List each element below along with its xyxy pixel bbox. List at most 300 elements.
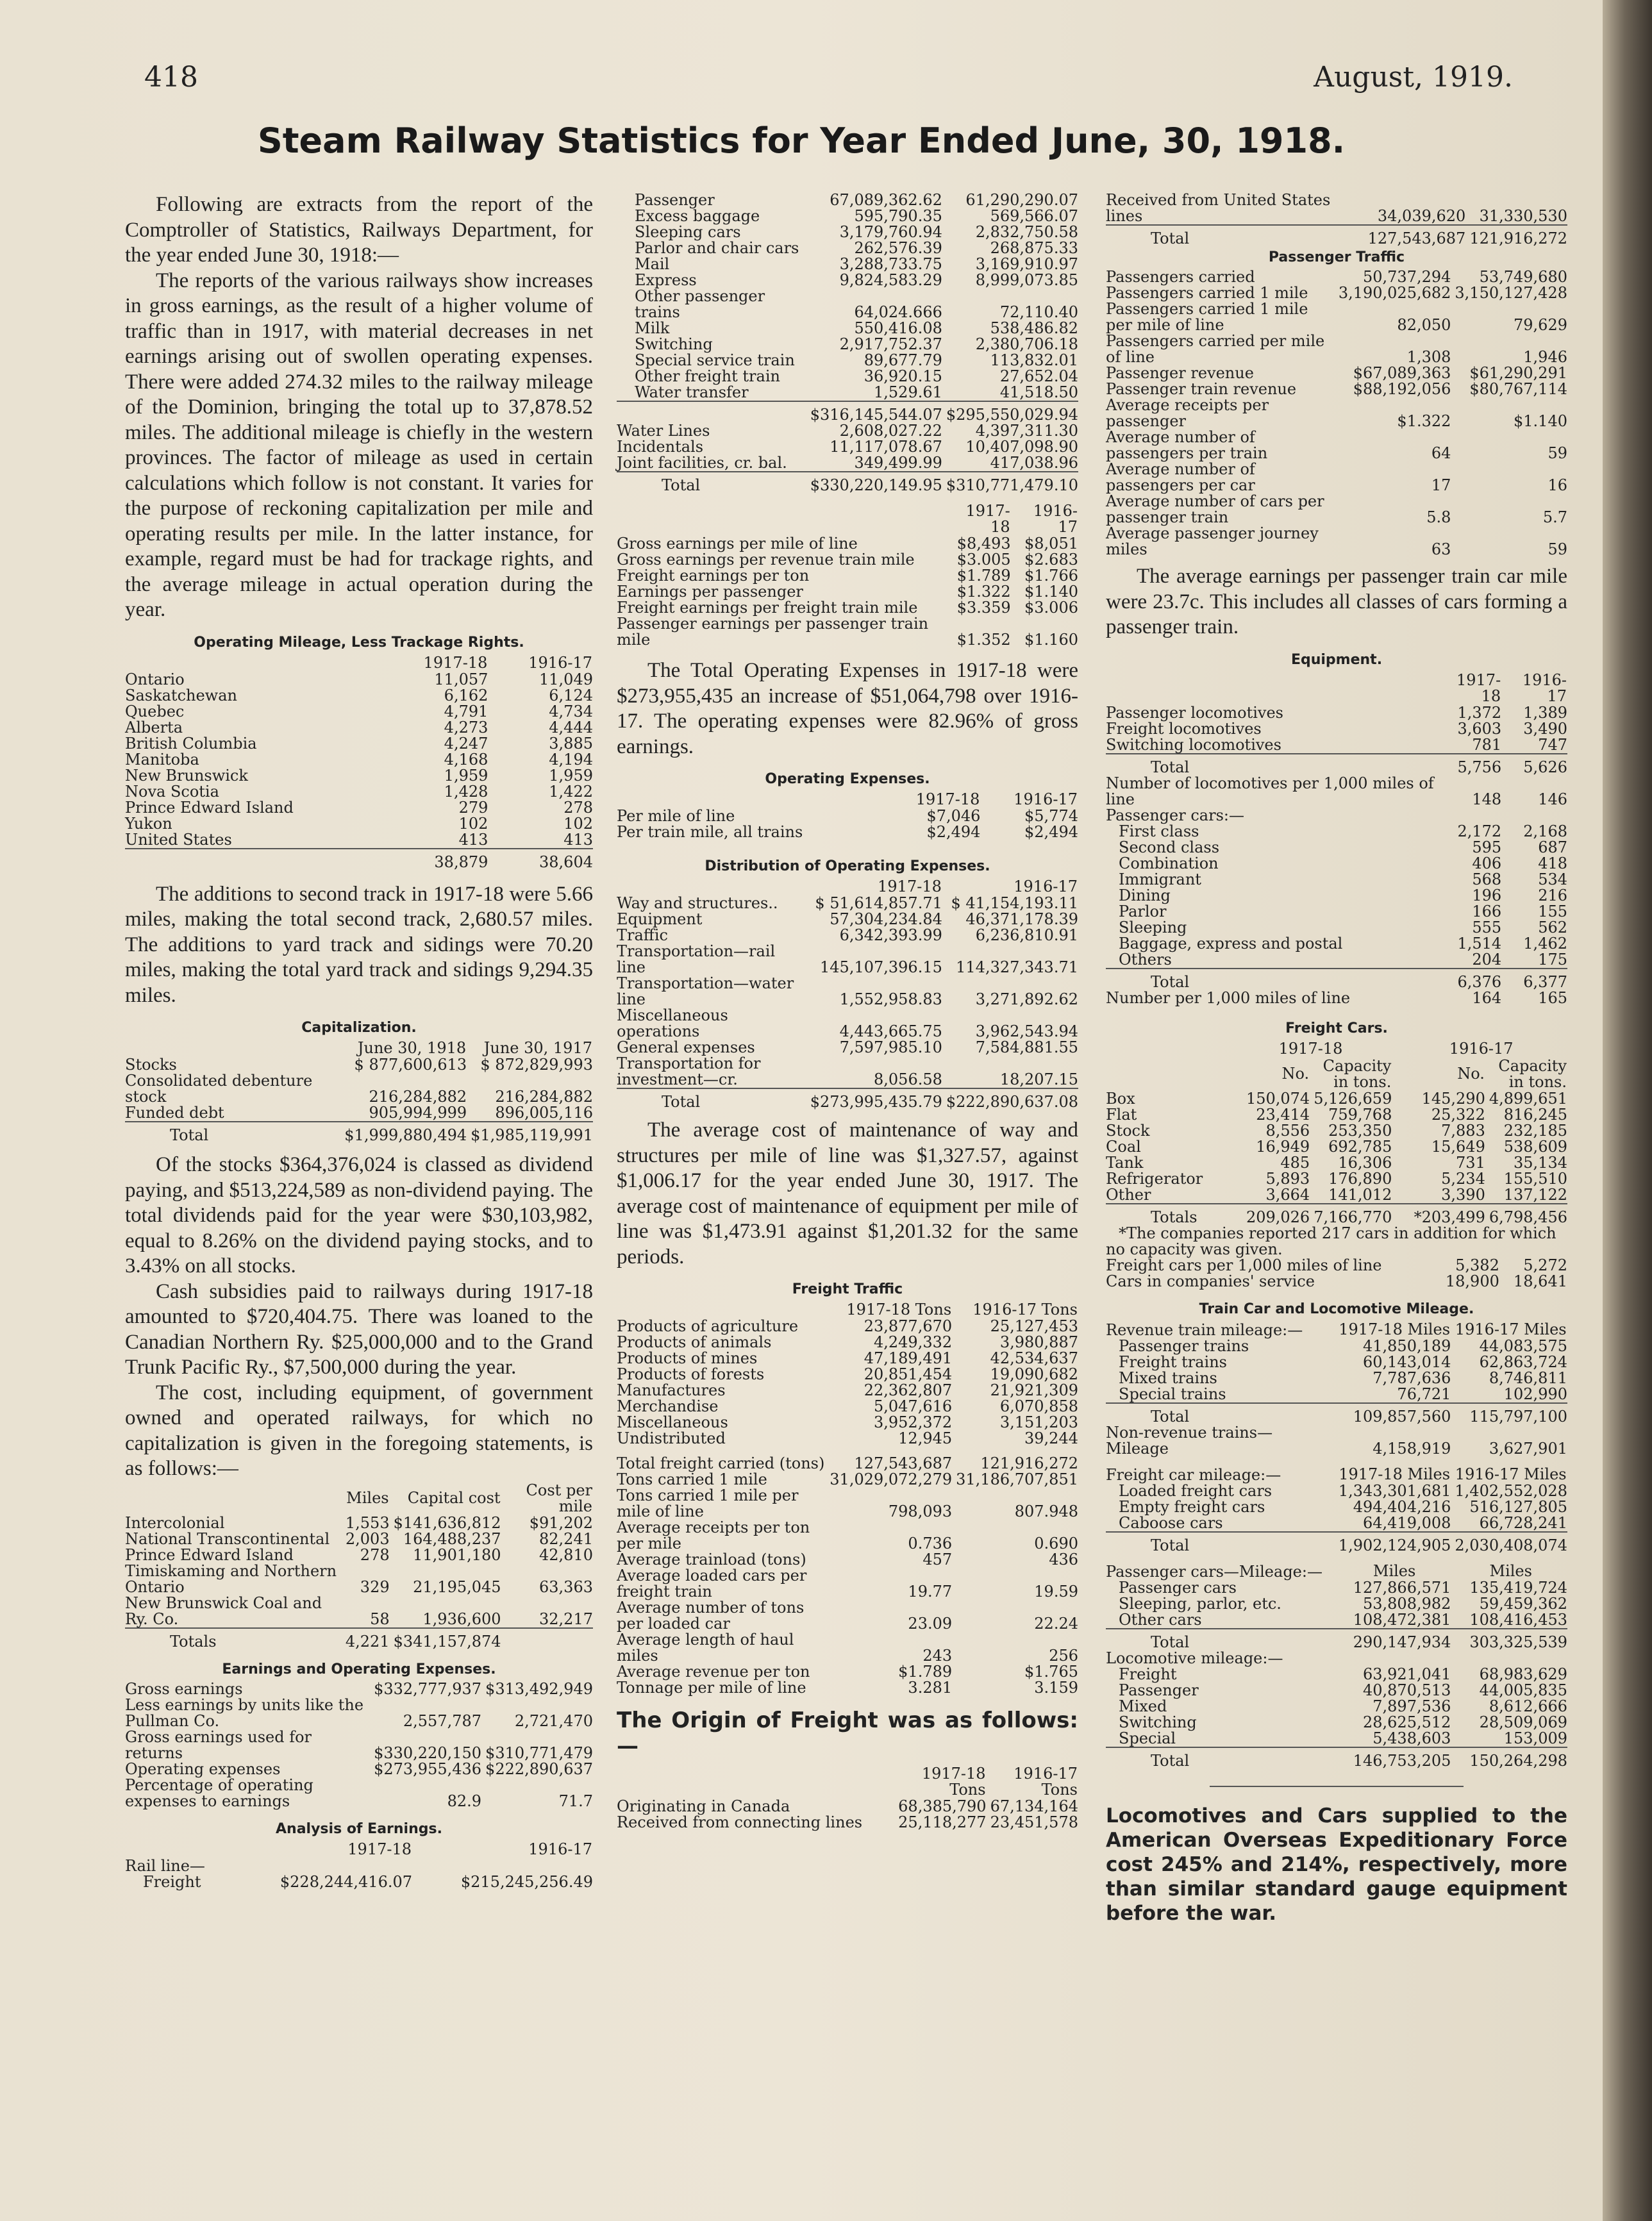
row-label: Products of animals [617, 1333, 772, 1351]
row-value: 114,327,343.71 [956, 958, 1078, 976]
row-value: 7,787,636 [1372, 1368, 1451, 1387]
row-value: 1,422 [549, 782, 593, 801]
row-value: 4,734 [549, 702, 593, 720]
row-value: 2,721,470 [514, 1711, 593, 1730]
row-value: 16,949 [1256, 1137, 1310, 1156]
row-value: 3,962,543.94 [975, 1022, 1078, 1040]
row-value: 1,552,958.83 [839, 990, 942, 1008]
capitalization-table: June 30, 1918 June 30, 1917 Stocks $ 877,600,613 $ 872,829,993 Consolidated debenture stock 216,284,882 216,284,882 Funded debt 905,994,999 896,005,116 Total $1,999,880,494 $1,985,119,991 [125, 1039, 593, 1144]
table-row [1106, 1667, 1567, 1683]
table-row [617, 1008, 1078, 1040]
freight-traffic-table: 1917-18 Tons 1916-17 Tons Products of agriculture 23,877,670 25,127,453 Products of animals 4,249,332 3,980,887 Products of mines 47,189,491 42,534,637 Products of forests 20,851,454 19,090,682 Manufactures 22,362,807 21,921,309 Merchandise 5,047,616 6,070,858 Miscellaneous 3,952,372 3,151,203 Undistributed 12,945 39,244 Total freight carried (tons) 127,543,687 121,916,272 Tons carried 1 mile 31,029,072,279 31,186,707,851 Tons carried 1 mile per mile of line 798,093 807.948 Average receipts per ton per mile 0.736 0.690 Average trainload (tons) 457 436 Average loaded cars per freight train 19.77 19.59 Average number of tons per loaded car 23.09 22.24 Average length of haul miles 243 256 Average revenue per ton $1.789 $1.765 Tonnage per mile of line 3.281 3.159 [617, 1301, 1078, 1697]
row-label: Cars in companies' service [1106, 1272, 1315, 1290]
row-value: 67,089,362.62 [830, 191, 942, 209]
row-label: Box [1106, 1089, 1135, 1108]
row-label: Refrigerator [1106, 1169, 1203, 1188]
row-value: $88,192,056 [1353, 380, 1451, 398]
row-value: $7,046 [926, 807, 981, 825]
row-value: 39,244 [1024, 1429, 1078, 1447]
row-label: Mixed trains [1119, 1368, 1217, 1387]
row-value: 58 [370, 1610, 390, 1628]
table-row [125, 1697, 593, 1729]
subsidies-paragraph: Cash subsidies paid to railways during 1917-18 amounted to $720,404.75. There was loaned to the Canadian Northern Ry. $25,000,000 and to the Grand Trunk Pacific Ry., $7,500,000 during the year. [125, 1279, 593, 1379]
row-label: Average number of cars per passenger train [1106, 492, 1324, 526]
table-row [617, 320, 1078, 337]
row-label: Immigrant [1119, 870, 1201, 888]
row-value: 7,883 [1441, 1121, 1485, 1140]
table-row [1106, 840, 1567, 856]
row-label: British Columbia [125, 734, 257, 753]
row-value: 175 [1538, 950, 1567, 969]
table-row [1106, 721, 1567, 737]
row-value: 121,916,272 [980, 1454, 1078, 1472]
row-value: 243 [922, 1647, 953, 1665]
row-value: 25,118,277 [898, 1813, 987, 1831]
row-label: Average receipts per ton per mile [617, 1518, 810, 1552]
table-row [617, 288, 1078, 320]
row-value: 569,566.07 [990, 207, 1078, 225]
row-value: 905,994,999 [369, 1104, 467, 1122]
row-value: $ 872,829,993 [480, 1056, 593, 1074]
row-value: 3,603 [1457, 719, 1502, 738]
row-value: 79,629 [1514, 316, 1567, 334]
row-label: Undistributed [617, 1429, 726, 1447]
row-label: Mail [635, 255, 670, 273]
row-value: 3,179,760.94 [839, 223, 942, 241]
row-value: 150,074 [1246, 1089, 1310, 1108]
row-label: Sleeping cars [635, 223, 741, 241]
row-value: 747 [1538, 735, 1567, 754]
row-label: Quebec [125, 702, 185, 720]
row-label: Received from United States lines [1106, 191, 1331, 225]
table-row [617, 353, 1078, 369]
row-label: Average passenger journey miles [1106, 524, 1319, 558]
table-row [1106, 737, 1567, 754]
row-value: 4,397,311.30 [975, 422, 1078, 440]
row-label: Stock [1106, 1121, 1150, 1140]
row-value: 68,983,629 [1479, 1665, 1567, 1683]
row-label: Passenger earnings per passenger train mile [617, 615, 929, 649]
row-value: $1.789 [956, 567, 1011, 585]
row-value: 516,127,805 [1469, 1497, 1567, 1516]
row-value: $332,777,937 [374, 1679, 482, 1698]
row-label: Merchandise [617, 1397, 719, 1415]
table-row [617, 568, 1078, 584]
row-value: 555 [1472, 918, 1502, 936]
analysis-table-cont: Passenger 67,089,362.62 61,290,290.07 Excess baggage 595,790.35 569,566.07 Sleeping cars 3,179,760.94 2,832,750.58 Parlor and chair cars 262,576.39 268,875.33 Mail 3,288,733.75 3,169,910.97 Express 9,824,583.29 8,999,073.85 Other passenger trains 64,024.666 72,110.40 Milk 550,416.08 538,486.82 Switching 2,917,752.37 2,380,706.18 Special service train 89,677.79 113,832.01 Other freight train 36,920.15 27,652.04 Water transfer 1,529.61 41,518.50 $316,145,544.07 $295,550,029.94 Water Lines 2,608,027.22 4,397,311.30 Incidentals 11,117,078.67 10,407,098.90 Joint facilities, cr. bal. 349,499.99 417,038.96 Total $330,220,149.95 $310,771,479.10 [617, 191, 1078, 494]
row-label: Coal [1106, 1137, 1141, 1156]
table-row [1106, 1338, 1567, 1354]
row-value: 44,083,575 [1479, 1336, 1567, 1355]
row-label: Sleeping, parlor, etc. [1119, 1594, 1281, 1613]
row-value: 102 [563, 814, 593, 833]
row-label: Freight locomotives [1106, 719, 1262, 738]
row-label: Incidentals [617, 438, 704, 456]
row-value: 1,462 [1523, 934, 1567, 952]
table-row [1106, 192, 1567, 225]
table-row [617, 1600, 1078, 1632]
row-value: $1.322 [1397, 412, 1451, 430]
closing-divider [1210, 1786, 1464, 1787]
row-label: Water transfer [635, 383, 749, 401]
passenger-traffic-table [1106, 269, 1567, 558]
row-value: 2,832,750.58 [975, 223, 1078, 241]
row-value: 5,126,659 [1314, 1089, 1392, 1108]
row-value: $2,494 [926, 823, 981, 841]
row-label: Transportation—rail line [617, 942, 776, 976]
table-row [1106, 952, 1567, 969]
table-row [617, 1488, 1078, 1520]
row-label: Stocks [125, 1056, 177, 1074]
table-row [1106, 856, 1567, 872]
row-value: 692,785 [1328, 1137, 1392, 1156]
table-row [1106, 920, 1567, 936]
row-value: 781 [1472, 735, 1502, 754]
table-row [617, 808, 1078, 824]
row-value: 40,870,513 [1362, 1681, 1451, 1699]
table-row [617, 1431, 1078, 1447]
row-label: Timiskaming and Northern Ontario [125, 1561, 337, 1596]
table-row [617, 976, 1078, 1008]
row-value: 5,893 [1265, 1169, 1310, 1188]
row-value: 2,168 [1523, 822, 1567, 840]
row-value: 798,093 [888, 1502, 953, 1520]
row-value: 4,168 [444, 750, 488, 769]
table-row [125, 736, 593, 752]
table-row [617, 1040, 1078, 1056]
row-value: 64,024.666 [854, 303, 942, 321]
row-value: 63,363 [539, 1577, 593, 1596]
row-value: 28,625,512 [1362, 1713, 1451, 1731]
table-row [125, 1057, 593, 1073]
table-row [617, 256, 1078, 272]
row-label: Less earnings by units like the Pullman Co. [125, 1695, 364, 1730]
freight-cars-title: Freight Cars. [1285, 1020, 1388, 1036]
row-value: 18,207.15 [999, 1070, 1078, 1088]
row-value: 418 [1538, 854, 1567, 872]
row-label: Manufactures [617, 1381, 726, 1399]
table-row [617, 208, 1078, 224]
row-label: Passenger cars [1119, 1578, 1237, 1597]
row-value: 216,284,882 [495, 1088, 593, 1106]
row-label: Transportation for investment—cr. [617, 1054, 761, 1088]
table-row [617, 1415, 1078, 1431]
row-value: 23,877,670 [864, 1317, 953, 1335]
column-3 [1106, 192, 1567, 1926]
table-row [1106, 381, 1567, 397]
row-value: 216,284,882 [369, 1088, 467, 1106]
row-label: Passengers carried 1 mile per mile of line [1106, 300, 1308, 334]
stocks-paragraph: Of the stocks $364,376,024 is classed as dividend paying, and $513,224,589 as non-dividend paying. The total dividends paid for the year were $30,103,982, equal to 8.26% on the dividend paying stocks, and to 3.43% on all stocks. [125, 1153, 593, 1277]
table-row [617, 1552, 1078, 1568]
row-value: 349,499.99 [854, 454, 942, 472]
row-value: 141,012 [1328, 1185, 1392, 1204]
row-value: 34,039,620 [1377, 207, 1466, 225]
row-value: 35,134 [1514, 1153, 1567, 1172]
row-value: 4,249,332 [873, 1333, 953, 1351]
row-value: 11,057 [434, 670, 488, 688]
row-value: 89,677.79 [864, 351, 942, 369]
table-row [1106, 1715, 1567, 1731]
row-value: 63,921,041 [1362, 1665, 1451, 1683]
row-value: 7,597,985.10 [839, 1038, 942, 1056]
row-value: 164,488,237 [403, 1529, 501, 1548]
row-value: 27,652.04 [999, 367, 1078, 385]
table-row [125, 704, 593, 720]
row-value: 66,728,241 [1479, 1513, 1567, 1532]
row-label: Passenger trains [1119, 1336, 1249, 1355]
row-value: 417,038.96 [990, 454, 1078, 472]
row-value: $3.359 [956, 599, 1011, 617]
row-value: 76,721 [1397, 1385, 1451, 1403]
table-row [1106, 526, 1567, 558]
row-label: Average number of tons per loaded car [617, 1599, 805, 1633]
row-value: 68,385,790 [898, 1797, 987, 1815]
table-row [125, 1761, 593, 1777]
table-row [125, 1073, 593, 1105]
row-label: Passenger locomotives [1106, 703, 1283, 722]
column-2 [617, 192, 1078, 1831]
row-value: 28,509,069 [1479, 1713, 1567, 1731]
row-label: Passengers carried [1106, 268, 1255, 286]
row-value: 5,438,603 [1372, 1729, 1451, 1747]
table-row [125, 832, 593, 849]
capitalization-title: Capitalization. [301, 1020, 417, 1036]
row-value: $80,767,114 [1469, 380, 1567, 398]
train-mileage-title: Train Car and Locomotive Mileage. [1199, 1301, 1474, 1317]
row-label: Freight [1119, 1665, 1177, 1683]
origin-table: 1917-18 Tons 1916-17 Tons Originating in Canada 68,385,790 67,134,164 Received from connecting lines 25,118,277 23,451,578 [617, 1765, 1078, 1831]
row-value: 216 [1538, 886, 1567, 904]
row-value: 166 [1472, 902, 1502, 920]
table-row [617, 369, 1078, 385]
row-label: Prince Edward Island [125, 1545, 294, 1564]
row-label: Tank [1106, 1153, 1144, 1172]
row-value: 82.9 [447, 1792, 482, 1810]
table-row [1106, 285, 1567, 301]
table-row [125, 1777, 593, 1809]
row-value: 71.7 [558, 1792, 593, 1810]
row-value: 406 [1472, 854, 1502, 872]
table-row [617, 1383, 1078, 1399]
row-value: 2,608,027.22 [839, 422, 942, 440]
row-value: 6,124 [549, 686, 593, 704]
row-value: 31,029,072,279 [830, 1470, 953, 1488]
table-row [125, 1595, 593, 1628]
row-value: 5.8 [1426, 508, 1451, 526]
row-value: 253,350 [1328, 1121, 1392, 1140]
row-value: 7,584,881.55 [975, 1038, 1078, 1056]
row-label: Intercolonial [125, 1513, 225, 1532]
origin-table-cont: Received from United States lines 34,039,620 31,330,530 Total 127,543,687 121,916,272 [1106, 191, 1567, 247]
table-row [1106, 1258, 1567, 1274]
mileage-table: 1917-18 1916-17 Ontario 11,057 11,049 Saskatchewan 6,162 6,124 Quebec 4,791 4,734 Alberta 4,273 4,444 British Columbia 4,247 3,885 Manitoba 4,168 4,194 New Brunswick 1,959 1,959 Nova Scotia 1,428 1,422 Prince Edward Island 279 278 Yukon 102 102 United States 413 413 38,879 38,604 [125, 653, 593, 871]
row-value: 19.59 [1034, 1583, 1078, 1601]
row-value: 15,649 [1431, 1137, 1485, 1156]
row-label: Average length of haul miles [617, 1631, 794, 1665]
row-label: Tonnage per mile of line [617, 1679, 806, 1697]
origin-paragraph: The Origin of Freight was as follows:— [617, 1708, 1078, 1759]
table-row [1106, 1274, 1567, 1290]
table-row [617, 455, 1078, 472]
row-value: 12,945 [898, 1429, 953, 1447]
row-label: Passengers carried per mile of line [1106, 332, 1325, 366]
row-value: 2,172 [1457, 822, 1502, 840]
row-value: $313,492,949 [485, 1679, 593, 1698]
row-label: Caboose cars [1119, 1513, 1223, 1532]
row-value: 42,810 [539, 1545, 593, 1564]
row-value: $1.352 [956, 631, 1011, 649]
row-value: 44,005,835 [1479, 1681, 1567, 1699]
row-value: $273,955,436 [374, 1759, 482, 1778]
row-value: $8,493 [956, 535, 1011, 553]
row-label: Empty freight cars [1119, 1497, 1265, 1516]
row-value: $2,494 [1024, 823, 1078, 841]
row-value: 1,308 [1406, 348, 1451, 366]
row-value: 5.7 [1542, 508, 1567, 526]
row-value: 413 [563, 830, 593, 849]
row-value: 3,150,127,428 [1455, 284, 1567, 302]
row-label: Gross earnings [125, 1679, 243, 1698]
table-row [617, 224, 1078, 240]
row-value: 42,534,637 [990, 1349, 1078, 1367]
row-value: 41,850,189 [1362, 1336, 1451, 1355]
table-row [617, 240, 1078, 256]
row-value: 25,127,453 [990, 1317, 1078, 1335]
row-value: 413 [458, 830, 488, 849]
row-value: 1,529.61 [874, 383, 942, 401]
row-value: 137,122 [1503, 1185, 1567, 1204]
table-row [617, 616, 1078, 648]
row-value: 816,245 [1503, 1105, 1567, 1124]
table-row [1106, 1171, 1567, 1187]
row-label: Sleeping [1119, 918, 1187, 936]
row-value: $1.322 [956, 583, 1011, 601]
table-row [125, 1729, 593, 1761]
row-value: 562 [1538, 918, 1567, 936]
table-row [125, 1531, 593, 1547]
table-row [1106, 494, 1567, 526]
row-label: General expenses [617, 1038, 755, 1056]
row-value: 3.159 [1034, 1679, 1078, 1697]
distribution-table: 1917-18 1916-17 Way and structures.. $ 51,614,857.71 $ 41,154,193.11 Equipment 57,304,234.84 46,371,178.39 Traffic 6,342,393.99 6,236,810.91 Transportation—rail line 145,107,396.15 114,327,343.71 Transportation—water line 1,552,958.83 3,271,892.62 Miscellaneous operations 4,443,665.75 3,962,543.94 General expenses 7,597,985.10 7,584,881.55 Transportation for investment—cr. 8,056.58 18,207.15 Total $273,995,435.79 $222,890,637.08 [617, 878, 1078, 1111]
row-value: $222,890,637 [485, 1759, 593, 1778]
row-value: 25,322 [1431, 1105, 1485, 1124]
table-row [1106, 824, 1567, 840]
row-value: 6,070,858 [999, 1397, 1078, 1415]
row-value: 23,451,578 [990, 1813, 1078, 1831]
row-value: $1.789 [898, 1663, 953, 1681]
table-row [125, 816, 593, 832]
table-row [617, 824, 1078, 840]
row-label: Funded debt [125, 1104, 224, 1122]
row-label: Miscellaneous [617, 1413, 728, 1431]
row-value: 155,510 [1503, 1169, 1567, 1188]
table-row [617, 439, 1078, 455]
row-value: 3,190,025,682 [1338, 284, 1451, 302]
table-row [617, 1632, 1078, 1664]
row-label: Ontario [125, 670, 185, 688]
row-value: 3,169,910.97 [975, 255, 1078, 273]
table-row [1106, 1139, 1567, 1155]
table-row [1106, 1354, 1567, 1370]
row-label: Flat [1106, 1105, 1137, 1124]
row-label: Milk [635, 319, 670, 337]
row-value: 72,110.40 [999, 303, 1078, 321]
row-value: 3,490 [1523, 719, 1567, 738]
table-row [617, 1399, 1078, 1415]
table-row [617, 272, 1078, 288]
row-label: Parlor [1119, 902, 1167, 920]
freight-cars-table: 1917-18 1916-17 No. Capacity in tons. No. Capacity in tons. Box 150,074 5,126,659 145,290 4,899,651 Flat 23,414 759,768 25,322 816,245 Stock 8,556 253,350 7,883 232,185 Coal 16,949 692,785 15,649 538,609 Tank 485 16,306 731 35,134 Refrigerator 5,893 176,890 5,234 155,510 Other 3,664 141,012 3,390 137,122 Totals 209,026 7,166,770 *203,499 6,798,456 *The companies reported 217 cars in addition for which no capacity was given. [1106, 1039, 1567, 1258]
row-value: 1,936,600 [422, 1610, 501, 1628]
row-value: 19.77 [908, 1583, 953, 1601]
row-value: $3.006 [1024, 599, 1078, 617]
row-value: 41,518.50 [999, 383, 1078, 401]
row-label: Passenger [635, 191, 715, 209]
distribution-title: Distribution of Operating Expenses. [705, 858, 990, 874]
row-value: 8,056.58 [874, 1070, 942, 1088]
table-row [125, 800, 593, 816]
row-label: Traffic [617, 926, 668, 944]
row-value: 3,288,733.75 [839, 255, 942, 273]
row-value: 64,419,008 [1362, 1513, 1451, 1532]
row-label: Received from connecting lines [617, 1813, 863, 1831]
row-value: $67,089,363 [1353, 364, 1451, 382]
row-value: 59 [1548, 540, 1567, 558]
row-value: $ 41,154,193.11 [951, 894, 1078, 912]
row-value: 16 [1548, 476, 1567, 494]
gov-cost-paragraph: The cost, including equipment, of government owned and operated railways, for which no capitalization is given in the foregoing statements, is as follows:— [125, 1381, 593, 1480]
page-number: 418 [144, 61, 198, 94]
row-label: Freight earnings per freight train mile [617, 599, 918, 617]
row-label: Products of forests [617, 1365, 765, 1383]
table-row [1106, 1155, 1567, 1171]
table-row [617, 385, 1078, 401]
row-value: 1,343,301,681 [1338, 1481, 1451, 1500]
row-value: 3,952,372 [873, 1413, 953, 1431]
table-row [617, 944, 1078, 976]
row-value: $1.766 [1024, 567, 1078, 585]
table-row [1106, 1107, 1567, 1123]
row-value: 36,920.15 [864, 367, 942, 385]
row-label: Passenger train revenue [1106, 380, 1297, 398]
row-label: Tons carried 1 mile [617, 1470, 767, 1488]
earnings-title: Earnings and Operating Expenses. [222, 1661, 496, 1677]
row-label: Originating in Canada [617, 1797, 790, 1815]
row-value: 113,832.01 [990, 351, 1078, 369]
row-label: Gross earnings per mile of line [617, 535, 858, 553]
table-row [617, 1456, 1078, 1472]
row-value: $1.160 [1024, 631, 1078, 649]
row-value: 102 [458, 814, 488, 833]
row-value: 61,290,290.07 [965, 191, 1078, 209]
table-row [1106, 1580, 1567, 1596]
row-value: 23,414 [1256, 1105, 1310, 1124]
gov-railways-table: Miles Capital cost Cost per mile Intercolonial 1,553 $141,636,812 $91,202 National Transcontinental 2,003 164,488,237 82,241 Prince Edward Island 278 11,901,180 42,810 Timiskaming and Northern Ontario 329 21,195,045 63,363 New Brunswick Coal and Ry. Co. 58 1,936,600 32,217 Totals 4,221 $341,157,874 [125, 1481, 593, 1651]
row-value: 46,371,178.39 [965, 910, 1078, 928]
row-value: 4,194 [549, 750, 593, 769]
table-row [617, 927, 1078, 944]
row-value: 595,790.35 [854, 207, 942, 225]
row-value: 2,557,787 [403, 1711, 482, 1730]
row-label: Tons carried 1 mile per mile of line [617, 1486, 799, 1520]
row-value: 1,553 [345, 1513, 390, 1532]
table-row [617, 1815, 1078, 1831]
row-value: 21,921,309 [990, 1381, 1078, 1399]
row-value: 8,746,811 [1489, 1368, 1567, 1387]
row-value: 31,186,707,851 [956, 1470, 1078, 1488]
